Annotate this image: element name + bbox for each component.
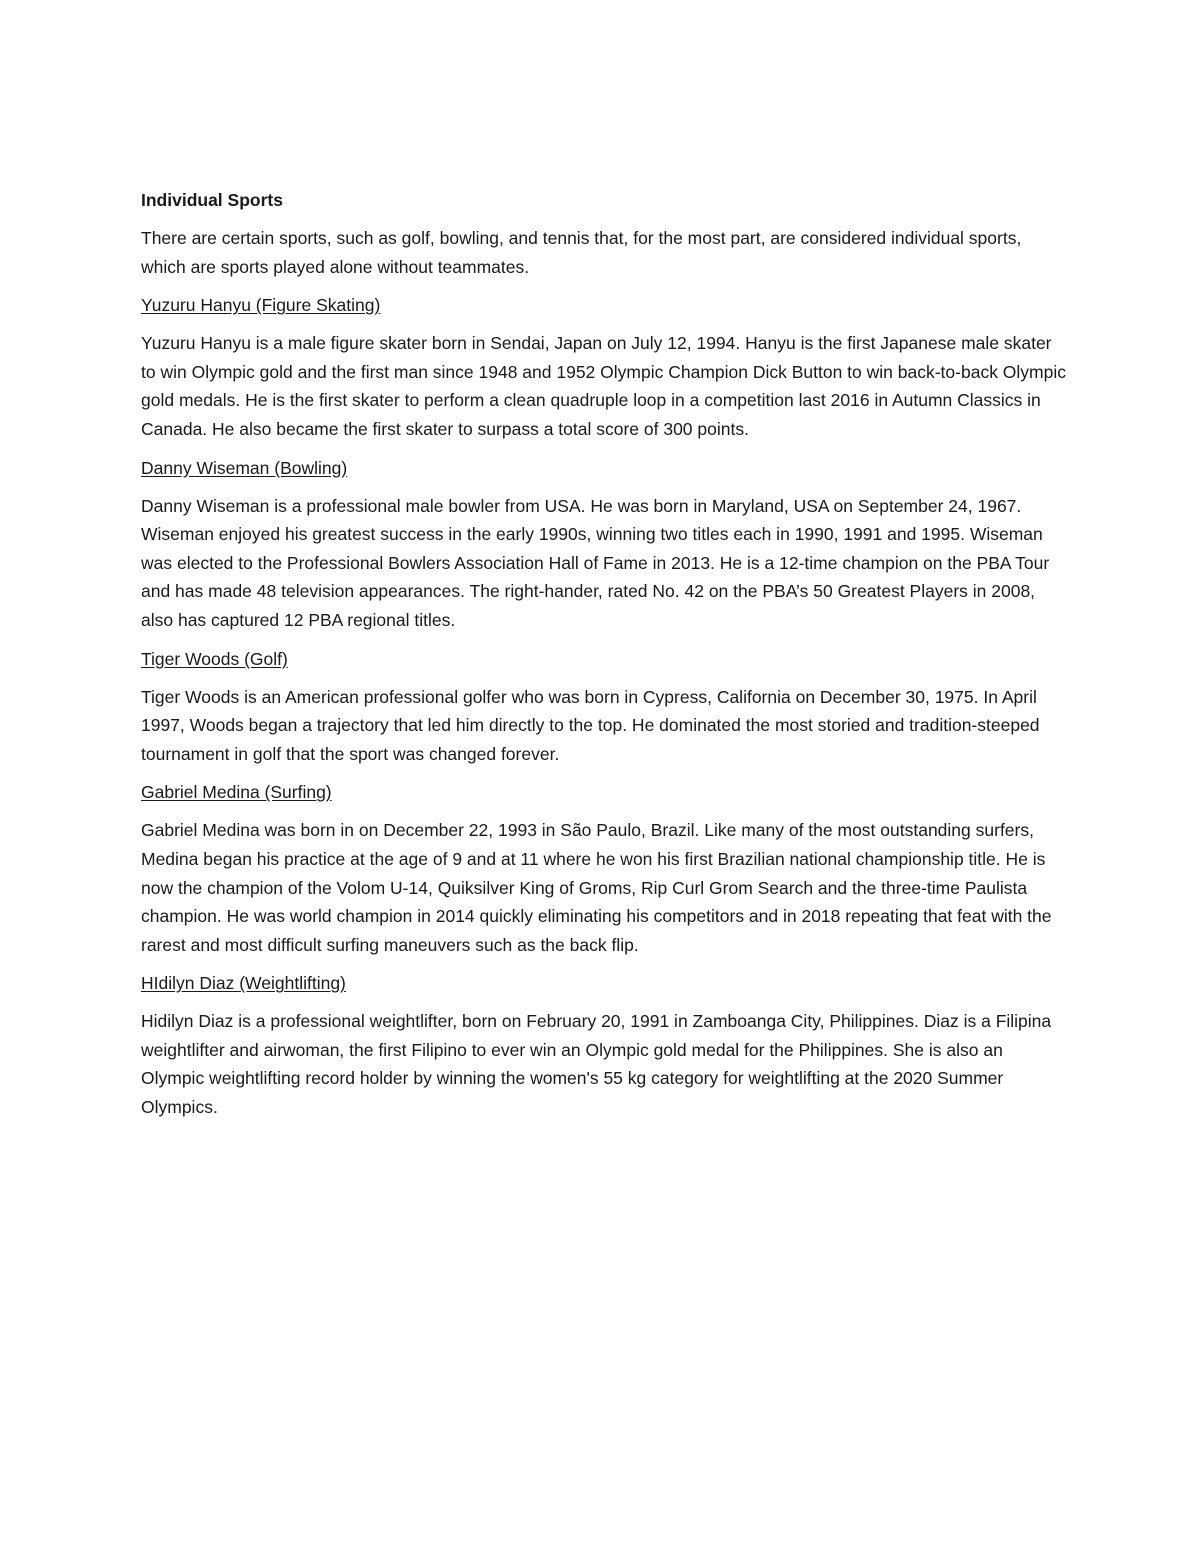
document-title: Individual Sports: [141, 190, 283, 210]
section-heading-diaz: HIdilyn Diaz (Weightlifting): [141, 973, 346, 994]
section-heading-medina: Gabriel Medina (Surfing): [141, 782, 332, 803]
document-page: [141, 186, 1066, 1132]
section-body-hanyu: Yuzuru Hanyu is a male figure skater born in Sendai, Japan on July 12, 1994. Hanyu is the first Japanese male skater to win Olympic gold and the first man since 1948 and 1952 Olympic Champion Dick Button to win back-to-back Olympic gold medals. He is the first skater to perform a clean quadruple loop in a competition last 2016 in Autumn Classics in Canada. He also became the first skater to surpass a total score of 300 points.: [141, 333, 1067, 439]
section-heading-woods: Tiger Woods (Golf): [141, 648, 288, 669]
section-heading-hanyu: Yuzuru Hanyu (Figure Skating): [141, 295, 381, 316]
section-heading-wiseman: Danny Wiseman (Bowling): [141, 457, 348, 478]
section-body-medina: Gabriel Medina was born in on December 22, 1993 in São Paulo, Brazil. Like many of the most outstanding surfers, Medina began his practice at the age of 9 and at 11 where he won his first Brazilian national championship title. He is now the champion of the Volom U-14, Quiksilver King of Groms, Rip Curl Grom Search and the three-time Paulista champion. He was world champion in 2014 quickly eliminating his competitors and in 2018 repeating that feat with the rarest and most difficult surfing maneuvers such as the back flip.: [141, 820, 1052, 955]
intro-paragraph: There are certain sports, such as golf, bowling, and tennis that, for the most part, are considered individual sports, which are sports played alone without teammates.: [141, 228, 1022, 277]
section-body-woods: Tiger Woods is an American professional golfer who was born in Cypress, California on December 30, 1975. In April 1997, Woods began a trajectory that led him directly to the top. He dominated the most storied and tradition-steeped tournament in golf that the sport was changed forever.: [141, 686, 1040, 764]
section-body-wiseman: Danny Wiseman is a professional male bowler from USA. He was born in Maryland, USA on September 24, 1967. Wiseman enjoyed his greatest success in the early 1990s, winning two titles each in 1990, 1991 and 1995. Wiseman was elected to the Professional Bowlers Association Hall of Fame in 2013. He is a 12-time champion on the PBA Tour and has made 48 television appearances. The right-hander, rated No. 42 on the PBA’s 50 Greatest Players in 2008, also has captured 12 PBA regional titles.: [141, 495, 1050, 630]
section-body-diaz: Hidilyn Diaz is a professional weightlifter, born on February 20, 1991 in Zamboanga City, Philippines. Diaz is a Filipina weightlifter and airwoman, the first Filipino to ever win an Olympic gold medal for the Philippines. She is also an Olympic weightlifting record holder by winning the women's 55 kg category for weightlifting at the 2020 Summer Olympics.: [141, 1011, 1052, 1118]
